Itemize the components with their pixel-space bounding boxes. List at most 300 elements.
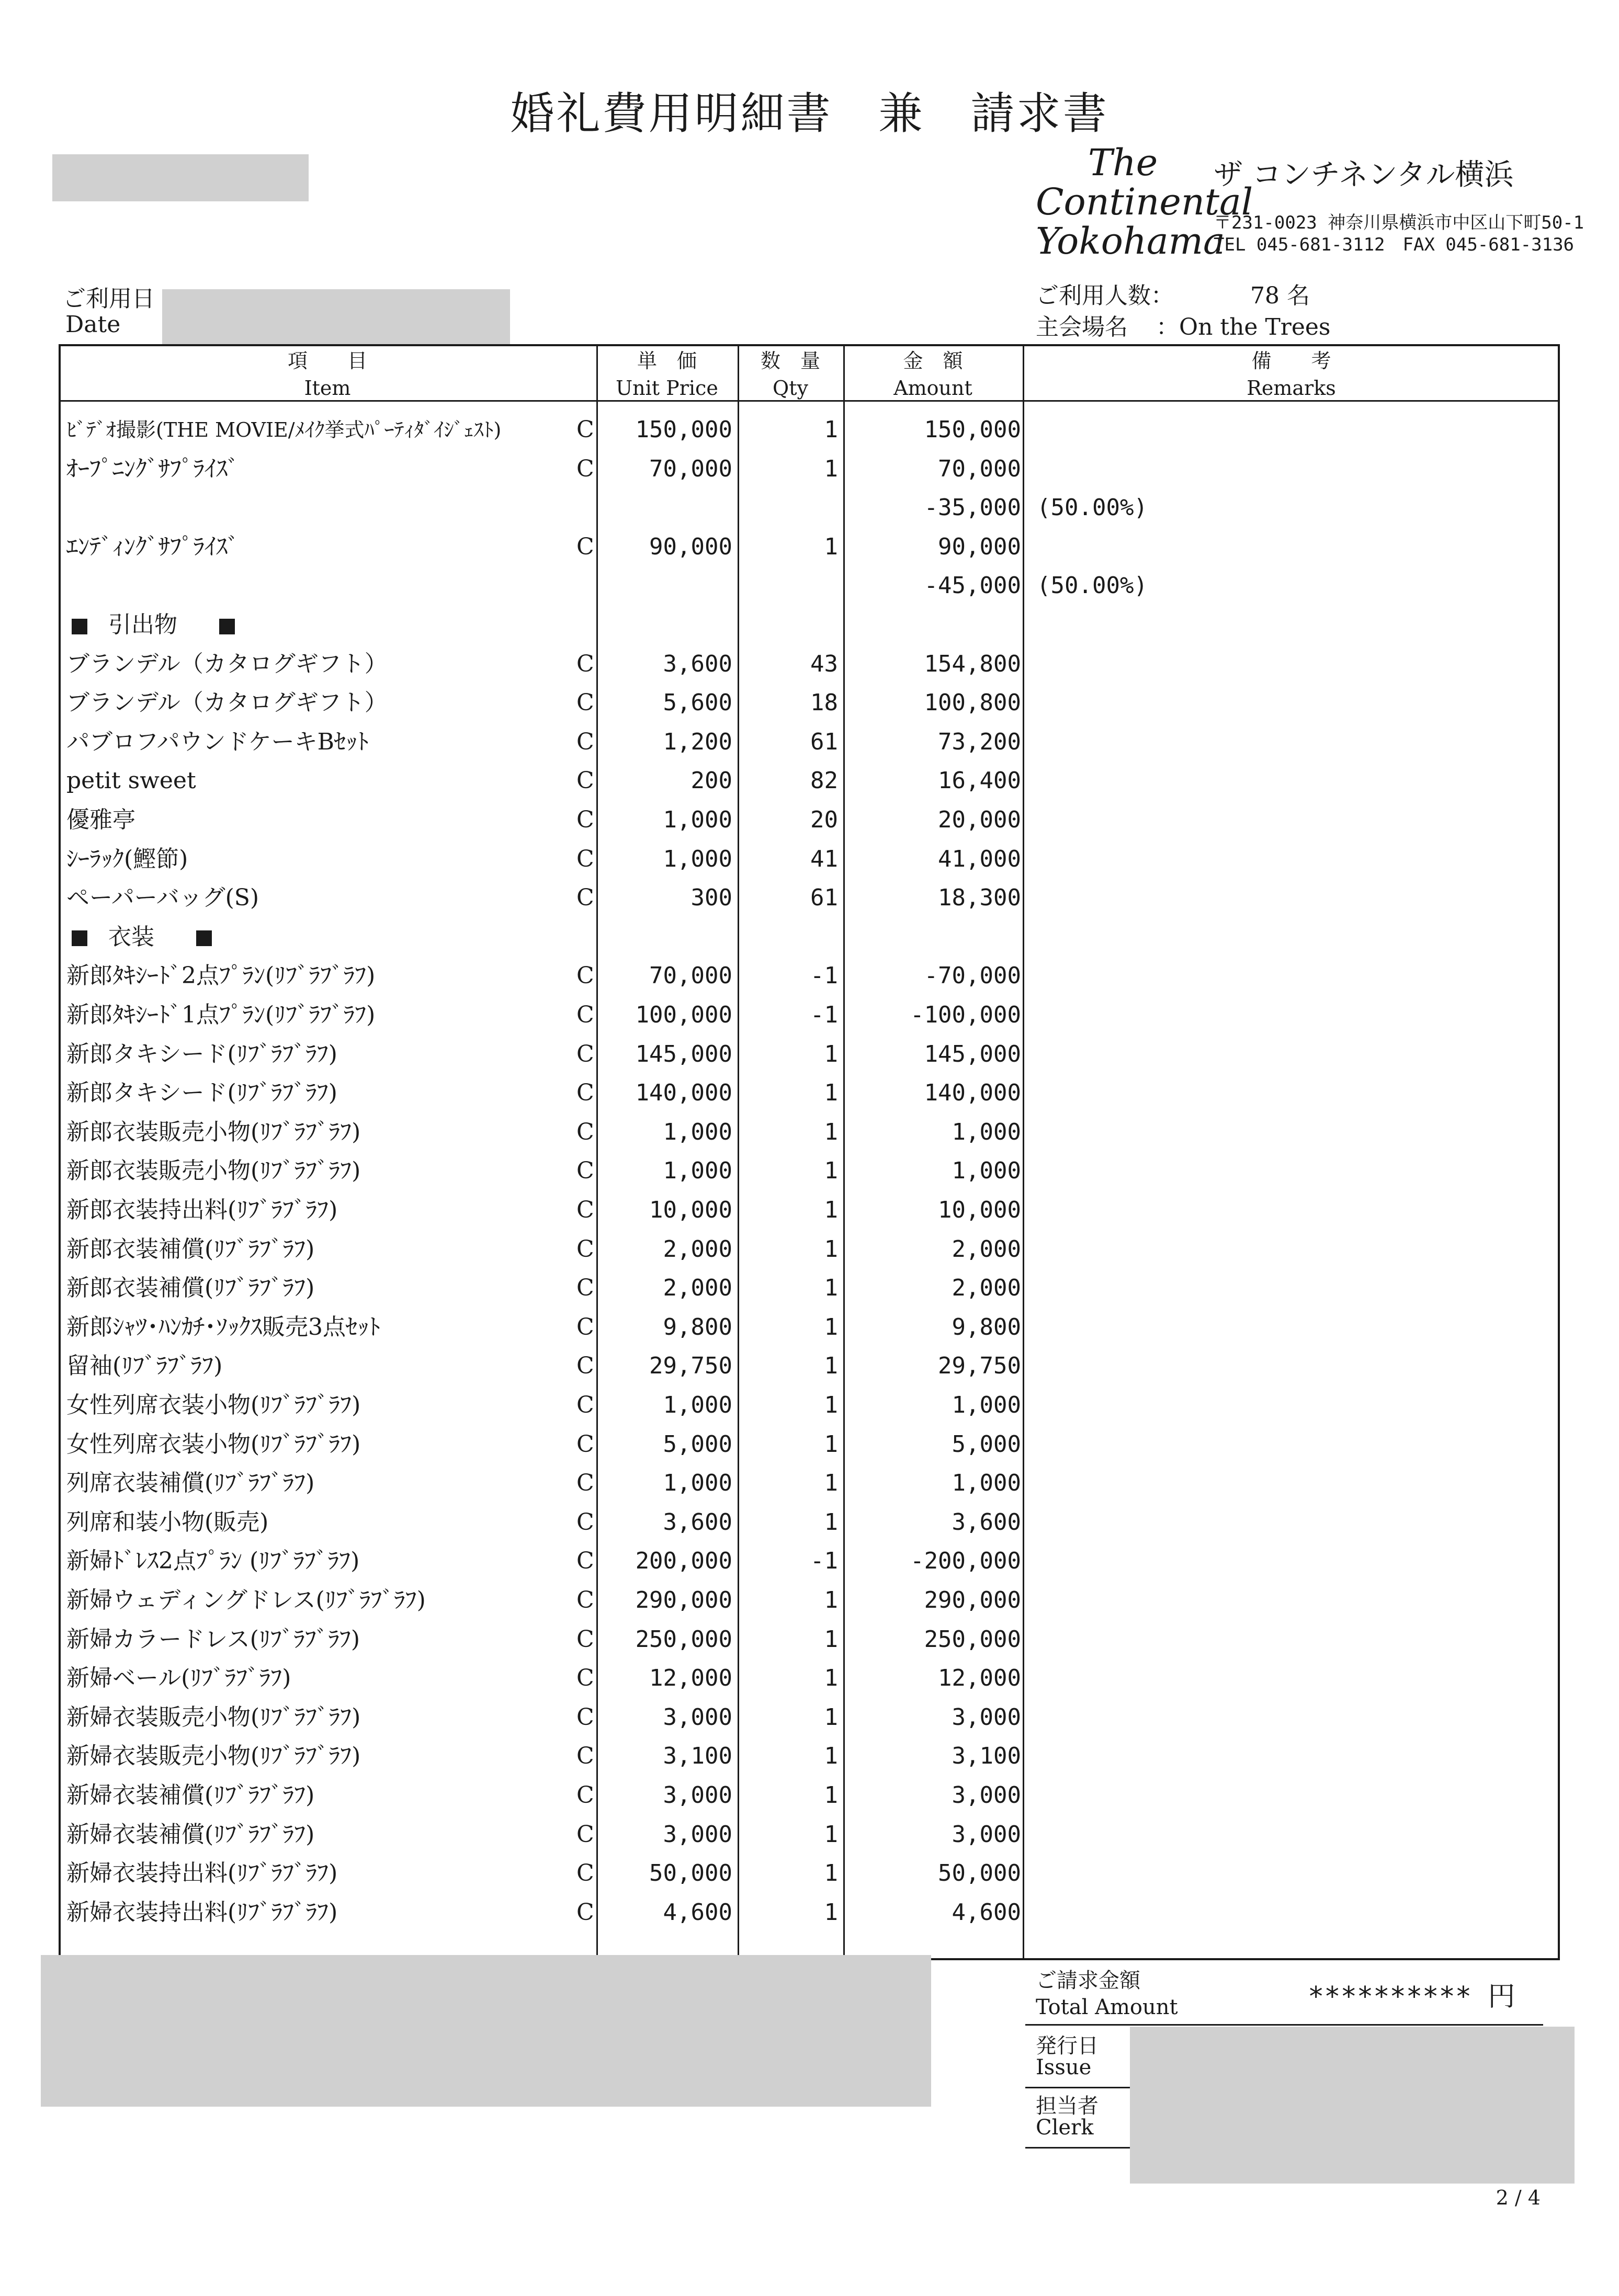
clerk-underline	[1025, 2147, 1130, 2149]
header-item-ja: 項 目	[287, 349, 367, 372]
item-cell: 新婦ﾄﾞﾚｽ2点ﾌﾟﾗﾝ (ﾘﾌﾞﾗﾌﾞﾗﾌ)	[66, 1548, 360, 1575]
unit-price-cell: 70,000	[649, 962, 732, 990]
qty-cell: 1	[824, 1352, 838, 1380]
class-cell: C	[576, 884, 594, 912]
class-cell: C	[576, 533, 594, 560]
remarks-cell	[1037, 723, 1298, 761]
qty-cell: 1	[824, 1860, 838, 1887]
qty-cell: 1	[824, 1821, 838, 1848]
amount-cell: 1,000	[952, 1470, 1021, 1497]
qty-cell: 1	[824, 1703, 838, 1731]
qty-cell: 1	[824, 416, 838, 443]
class-cell: C	[576, 455, 594, 482]
item-cell	[66, 566, 590, 605]
section-title: 衣装	[108, 923, 154, 950]
unit-price-cell: 1,200	[663, 728, 732, 755]
class-cell: C	[576, 1002, 594, 1028]
qty-cell: -1	[810, 1002, 838, 1028]
remarks-cell	[1037, 528, 1298, 566]
class-cell: C	[576, 1860, 594, 1887]
clerk-label-ja: 担当者	[1036, 2094, 1099, 2118]
amount-cell: -70,000	[924, 962, 1021, 990]
amount-cell: 100,800	[924, 689, 1021, 717]
item-cell: 女性列席衣装小物(ﾘﾌﾞﾗﾌﾞﾗﾌ)	[66, 1430, 361, 1458]
header-amount	[843, 347, 1023, 402]
meta-right	[1036, 280, 1507, 348]
unit-price-cell: 145,000	[635, 1040, 732, 1067]
item-cell: ペーパーバッグ(S)	[66, 884, 259, 912]
table-row	[59, 723, 1560, 761]
unit-price-cell: 1,000	[663, 1392, 732, 1418]
remarks-cell	[1037, 1698, 1298, 1737]
qty-cell: 1	[824, 1587, 838, 1613]
qty-cell: 82	[810, 767, 838, 794]
table-row	[59, 1035, 1560, 1074]
table-row	[59, 761, 1560, 800]
remarks-cell	[1037, 957, 1298, 995]
amount-cell: -100,000	[910, 1002, 1021, 1028]
table-row	[59, 1503, 1560, 1542]
table-row	[59, 1152, 1560, 1190]
table-row	[59, 1581, 1560, 1620]
qty-cell: 1	[824, 1782, 838, 1809]
class-cell: C	[576, 1508, 594, 1536]
unit-price-cell: 150,000	[635, 416, 732, 443]
unit-price-cell: 3,600	[663, 650, 732, 677]
remarks-cell	[1037, 1542, 1298, 1581]
amount-cell: 140,000	[924, 1079, 1021, 1107]
company-phone-fax: TEL 045-681-3112 FAX 045-681-3136	[1214, 234, 1575, 255]
clerk-label-en: Clerk	[1036, 2116, 1094, 2140]
amount-cell: 3,100	[952, 1743, 1021, 1770]
remarks-cell	[1037, 879, 1298, 917]
page-number: 2 / 4	[1496, 2186, 1541, 2209]
item-cell: ｵｰﾌﾟﾆﾝｸﾞｻﾌﾟﾗｲｽﾞ	[66, 455, 239, 482]
redacted-issue-clerk	[1130, 2027, 1575, 2184]
unit-price-cell: 9,800	[663, 1313, 732, 1340]
table-row	[59, 1737, 1560, 1776]
item-cell: 新郎ﾀｷｼｰﾄﾞ2点ﾌﾟﾗﾝ(ﾘﾌﾞﾗﾌﾞﾗﾌ)	[66, 962, 376, 990]
item-cell: 列席衣装補償(ﾘﾌﾞﾗﾌﾞﾗﾌ)	[66, 1470, 315, 1497]
issue-underline	[1025, 2087, 1130, 2088]
item-cell: 新婦ベール(ﾘﾌﾞﾗﾌﾞﾗﾌ)	[66, 1665, 291, 1692]
class-cell: C	[576, 1626, 594, 1653]
section-square-icon	[196, 930, 212, 946]
table-row	[59, 1269, 1560, 1308]
unit-price-cell: 5,000	[663, 1430, 732, 1458]
class-cell: C	[576, 1352, 594, 1380]
company-address: 〒231-0023 神奈川県横浜市中区山下町50-1	[1214, 212, 1584, 233]
remarks-cell	[1037, 1152, 1298, 1190]
unit-price-cell: 3,100	[663, 1743, 732, 1770]
remarks-cell	[1037, 1464, 1298, 1503]
qty-cell: 1	[824, 1470, 838, 1497]
remarks-cell	[1037, 1776, 1298, 1815]
item-cell: 新郎衣装販売小物(ﾘﾌﾞﾗﾌﾞﾗﾌ)	[66, 1118, 361, 1145]
header-unit-price	[596, 347, 738, 402]
header-amount-ja: 金 額	[903, 349, 963, 372]
item-cell: 新婦衣装販売小物(ﾘﾌﾞﾗﾌﾞﾗﾌ)	[66, 1703, 361, 1731]
qty-cell: 1	[824, 533, 838, 560]
qty-cell: 41	[810, 845, 838, 872]
qty-cell: 1	[824, 1899, 838, 1926]
class-cell: C	[576, 416, 594, 443]
remarks-cell	[1037, 1893, 1298, 1932]
section-title: 引出物	[108, 611, 177, 638]
table-row	[59, 1854, 1560, 1893]
remarks-cell	[1037, 1074, 1298, 1112]
date-label-ja: ご利用日	[63, 286, 155, 312]
unit-price-cell: 29,750	[649, 1352, 732, 1380]
table-row	[59, 1113, 1560, 1152]
logo-the: The	[1088, 141, 1158, 184]
amount-cell: 18,300	[938, 884, 1021, 912]
amount-cell: 50,000	[938, 1860, 1021, 1887]
amount-cell: 154,800	[924, 650, 1021, 677]
issue-label-ja: 発行日	[1036, 2034, 1099, 2058]
total-underline	[1025, 2024, 1543, 2026]
unit-price-cell: 1,000	[663, 1470, 732, 1497]
qty-cell: 61	[810, 884, 838, 912]
qty-cell: 1	[824, 1743, 838, 1770]
remarks-cell	[1037, 1581, 1298, 1620]
qty-cell: 1	[824, 1157, 838, 1185]
qty-cell: 1	[824, 1626, 838, 1653]
amount-cell: 9,800	[952, 1313, 1021, 1340]
section-header	[72, 918, 595, 957]
qty-cell: 18	[810, 689, 838, 717]
item-cell: 新婦衣装補償(ﾘﾌﾞﾗﾌﾞﾗﾌ)	[66, 1821, 315, 1848]
class-cell: C	[576, 1665, 594, 1692]
amount-cell: 3,000	[952, 1703, 1021, 1731]
item-cell	[66, 488, 590, 527]
header-item-en: Item	[304, 377, 351, 400]
amount-cell: 41,000	[938, 845, 1021, 872]
item-cell: ｼｰﾗｯｸ(鰹節)	[66, 845, 188, 872]
unit-price-cell: 1,000	[663, 845, 732, 872]
unit-price-cell: 70,000	[649, 455, 732, 482]
qty-cell: 1	[824, 1430, 838, 1458]
qty-cell: -1	[810, 1548, 838, 1575]
class-cell: C	[576, 1548, 594, 1575]
table-row	[59, 566, 1560, 605]
unit-price-cell: 4,600	[663, 1899, 732, 1926]
item-cell: 留袖(ﾘﾌﾞﾗﾌﾞﾗﾌ)	[66, 1352, 223, 1380]
unit-price-cell: 200	[690, 767, 732, 794]
unit-price-cell: 140,000	[635, 1079, 732, 1107]
logo-continental: Continental	[1036, 180, 1253, 223]
qty-cell: 1	[824, 1197, 838, 1223]
class-cell: C	[576, 1470, 594, 1497]
item-cell: ブランデル（カタログギフト）	[66, 689, 388, 717]
company-name: ザ コンチネンタル横浜	[1214, 158, 1514, 192]
guests-label: ご利用人数：	[1036, 282, 1174, 309]
remarks-cell	[1037, 1659, 1298, 1698]
item-cell: 女性列席衣装小物(ﾘﾌﾞﾗﾌﾞﾗﾌ)	[66, 1392, 361, 1418]
item-cell: 新郎衣装持出料(ﾘﾌﾞﾗﾌﾞﾗﾌ)	[66, 1197, 338, 1223]
unit-price-cell: 2,000	[663, 1235, 732, 1263]
item-cell: 新婦衣装補償(ﾘﾌﾞﾗﾌﾞﾗﾌ)	[66, 1782, 315, 1809]
remarks-cell: (50.00%)	[1037, 494, 1148, 521]
table-row	[59, 996, 1560, 1035]
amount-cell: 250,000	[924, 1626, 1021, 1653]
remarks-cell	[1037, 1191, 1298, 1230]
header-remarks	[1023, 347, 1560, 402]
header-remarks-en: Remarks	[1247, 377, 1336, 400]
class-cell: C	[576, 1157, 594, 1185]
date-label-en: Date	[65, 311, 121, 338]
remarks-cell	[1037, 684, 1298, 722]
issue-label-en: Issue	[1036, 2055, 1092, 2079]
remarks-cell	[1037, 840, 1298, 879]
amount-cell: 290,000	[924, 1587, 1021, 1613]
table-row	[59, 1776, 1560, 1815]
table-row	[59, 1659, 1560, 1698]
unit-price-cell: 1,000	[663, 1157, 732, 1185]
item-cell: 列席和装小物(販売)	[66, 1508, 269, 1536]
table-row	[59, 1191, 1560, 1230]
class-cell: C	[576, 1782, 594, 1809]
unit-price-cell: 2,000	[663, 1275, 732, 1302]
item-cell: 新婦衣装販売小物(ﾘﾌﾞﾗﾌﾞﾗﾌ)	[66, 1743, 361, 1770]
table-row	[59, 645, 1560, 684]
table-row	[59, 528, 1560, 566]
amount-cell: -45,000	[924, 572, 1021, 599]
item-cell: 新郎ｼｬﾂ･ﾊﾝｶﾁ･ｿｯｸｽ販売3点ｾｯﾄ	[66, 1313, 380, 1340]
amount-cell: 16,400	[938, 767, 1021, 794]
unit-price-cell: 10,000	[649, 1197, 732, 1223]
qty-cell: 1	[824, 1235, 838, 1263]
class-cell: C	[576, 1743, 594, 1770]
section-row	[59, 918, 1560, 957]
header-qty-en: Qty	[773, 377, 808, 400]
remarks-cell	[1037, 1113, 1298, 1152]
class-cell: C	[576, 1040, 594, 1067]
amount-cell: 90,000	[938, 533, 1021, 560]
table-row	[59, 1893, 1560, 1932]
class-cell: C	[576, 1430, 594, 1458]
header-item	[59, 347, 596, 402]
table-row	[59, 684, 1560, 722]
class-cell: C	[576, 806, 594, 833]
table-row	[59, 1308, 1560, 1347]
qty-cell: 1	[824, 1040, 838, 1067]
qty-cell: -1	[810, 962, 838, 990]
total-label-en: Total Amount	[1036, 1995, 1178, 2019]
item-cell: ｴﾝﾃﾞｨﾝｸﾞｻﾌﾟﾗｲｽﾞ	[66, 533, 239, 560]
class-cell: C	[576, 728, 594, 755]
remarks-cell	[1037, 1347, 1298, 1385]
amount-cell: 3,600	[952, 1508, 1021, 1536]
amount-cell: 70,000	[938, 455, 1021, 482]
qty-cell: 1	[824, 1079, 838, 1107]
redacted-date	[162, 289, 510, 345]
amount-cell: 12,000	[938, 1665, 1021, 1692]
item-cell: petit sweet	[66, 767, 196, 794]
class-cell: C	[576, 1235, 594, 1263]
qty-cell: 1	[824, 1665, 838, 1692]
amount-cell: 1,000	[952, 1118, 1021, 1145]
unit-price-cell: 50,000	[649, 1860, 732, 1887]
header-price-en: Unit Price	[616, 377, 718, 400]
table-row	[59, 1425, 1560, 1464]
class-cell: C	[576, 1821, 594, 1848]
table-row	[59, 488, 1560, 527]
class-cell: C	[576, 1392, 594, 1418]
class-cell: C	[576, 1197, 594, 1223]
amount-cell: 73,200	[938, 728, 1021, 755]
item-cell: ブランデル（カタログギフト）	[66, 650, 388, 677]
amount-cell: 5,000	[952, 1430, 1021, 1458]
remarks-cell	[1037, 1854, 1298, 1893]
header-qty	[738, 347, 843, 402]
table-row	[59, 957, 1560, 995]
item-cell: 新婦衣装持出料(ﾘﾌﾞﾗﾌﾞﾗﾌ)	[66, 1860, 338, 1887]
remarks-cell	[1037, 1737, 1298, 1776]
class-cell: C	[576, 1275, 594, 1302]
class-cell: C	[576, 689, 594, 717]
section-header	[72, 606, 595, 644]
unit-price-cell: 3,000	[663, 1782, 732, 1809]
item-cell: 優雅亭	[66, 806, 135, 833]
amount-cell: 4,600	[952, 1899, 1021, 1926]
amount-cell: 1,000	[952, 1157, 1021, 1185]
table-row	[59, 1815, 1560, 1854]
unit-price-cell: 300	[690, 884, 732, 912]
amount-cell: -35,000	[924, 494, 1021, 521]
amount-cell: 20,000	[938, 806, 1021, 833]
amount-cell: 150,000	[924, 416, 1021, 443]
item-cell: 新郎タキシード(ﾘﾌﾞﾗﾌﾞﾗﾌ)	[66, 1079, 337, 1107]
remarks-cell	[1037, 450, 1298, 488]
amount-cell: -200,000	[910, 1548, 1021, 1575]
unit-price-cell: 12,000	[649, 1665, 732, 1692]
remarks-cell	[1037, 645, 1298, 684]
item-cell: 新郎タキシード(ﾘﾌﾞﾗﾌﾞﾗﾌ)	[66, 1040, 337, 1067]
remarks-cell	[1037, 1503, 1298, 1542]
item-cell: 新郎衣装補償(ﾘﾌﾞﾗﾌﾞﾗﾌ)	[66, 1235, 315, 1263]
remarks-cell	[1037, 1230, 1298, 1269]
table-row	[59, 1542, 1560, 1581]
class-cell: C	[576, 1899, 594, 1926]
unit-price-cell: 200,000	[635, 1548, 732, 1575]
remarks-cell	[1037, 1815, 1298, 1854]
remarks-cell: (50.00%)	[1037, 572, 1148, 599]
table-row	[59, 1386, 1560, 1425]
remarks-cell	[1037, 801, 1298, 839]
unit-price-cell: 1,000	[663, 806, 732, 833]
section-square-icon	[219, 619, 235, 634]
amount-cell: 145,000	[924, 1040, 1021, 1067]
amount-cell: 3,000	[952, 1821, 1021, 1848]
unit-price-cell: 100,000	[635, 1002, 732, 1028]
amount-cell: 1,000	[952, 1392, 1021, 1418]
table-row	[59, 1698, 1560, 1737]
table-row	[59, 1230, 1560, 1269]
remarks-cell	[1037, 411, 1298, 449]
qty-cell: 61	[810, 728, 838, 755]
amount-cell: 29,750	[938, 1352, 1021, 1380]
qty-cell: 1	[824, 1275, 838, 1302]
qty-cell: 1	[824, 1313, 838, 1340]
amount-cell: 3,000	[952, 1782, 1021, 1809]
qty-cell: 1	[824, 1392, 838, 1418]
document-title: 婚礼費用明細書 兼 請求書	[510, 88, 1109, 139]
table-row	[59, 1074, 1560, 1112]
remarks-cell	[1037, 761, 1298, 800]
unit-price-cell: 3,000	[663, 1703, 732, 1731]
table-row	[59, 840, 1560, 879]
remarks-cell	[1037, 1308, 1298, 1347]
venue-value: ：On the Trees	[1156, 314, 1331, 340]
unit-price-cell: 3,000	[663, 1821, 732, 1848]
total-value: ********** 円	[1308, 1981, 1515, 2013]
item-cell: 新婦カラードレス(ﾘﾌﾞﾗﾌﾞﾗﾌ)	[66, 1626, 360, 1653]
class-cell: C	[576, 845, 594, 872]
remarks-cell	[1037, 1425, 1298, 1464]
company-address-block	[1214, 212, 1584, 256]
class-cell: C	[576, 1703, 594, 1731]
class-cell: C	[576, 1313, 594, 1340]
class-cell: C	[576, 1587, 594, 1613]
remarks-cell	[1037, 996, 1298, 1035]
table-row	[59, 801, 1560, 839]
header-remarks-ja: 備 考	[1251, 349, 1331, 372]
amount-cell: 2,000	[952, 1235, 1021, 1263]
qty-cell: 20	[810, 806, 838, 833]
unit-price-cell: 90,000	[649, 533, 732, 560]
section-square-icon	[72, 619, 87, 634]
qty-cell: 1	[824, 455, 838, 482]
amount-cell: 10,000	[938, 1197, 1021, 1223]
table-row	[59, 450, 1560, 488]
table-row	[59, 1464, 1560, 1503]
unit-price-cell: 3,600	[663, 1508, 732, 1536]
unit-price-cell: 250,000	[635, 1626, 732, 1653]
unit-price-cell: 5,600	[663, 689, 732, 717]
venue-label: 主会場名	[1036, 314, 1128, 340]
qty-cell: 1	[824, 1118, 838, 1145]
item-cell: 新郎衣装販売小物(ﾘﾌﾞﾗﾌﾞﾗﾌ)	[66, 1157, 361, 1185]
table-row	[59, 411, 1560, 449]
header-qty-ja: 数 量	[760, 349, 820, 372]
item-cell: 新郎衣装補償(ﾘﾌﾞﾗﾌﾞﾗﾌ)	[66, 1275, 315, 1302]
remarks-cell	[1037, 1386, 1298, 1425]
header-price-ja: 単 価	[637, 349, 697, 372]
class-cell: C	[576, 1079, 594, 1107]
item-cell: 新婦ウェディングドレス(ﾘﾌﾞﾗﾌﾞﾗﾌ)	[66, 1587, 426, 1613]
item-cell: 新郎ﾀｷｼｰﾄﾞ1点ﾌﾟﾗﾝ(ﾘﾌﾞﾗﾌﾞﾗﾌ)	[66, 1002, 376, 1028]
amount-cell: 2,000	[952, 1275, 1021, 1302]
section-row	[59, 606, 1560, 644]
guests-value: 78 名	[1250, 282, 1310, 309]
item-cell: 新婦衣装持出料(ﾘﾌﾞﾗﾌﾞﾗﾌ)	[66, 1899, 338, 1926]
item-cell: ﾋﾞﾃﾞｵ撮影(THE MOVIE/ﾒｲｸ挙式ﾊﾟｰﾃｨﾀﾞｲｼﾞｪｽﾄ)	[66, 418, 502, 441]
qty-cell: 1	[824, 1508, 838, 1536]
total-label-ja: ご請求金額	[1036, 1969, 1140, 1993]
table-row	[59, 1620, 1560, 1659]
qty-cell: 43	[810, 650, 838, 677]
unit-price-cell: 290,000	[635, 1587, 732, 1613]
header-amount-en: Amount	[893, 377, 972, 400]
class-cell: C	[576, 767, 594, 794]
unit-price-cell: 1,000	[663, 1118, 732, 1145]
table-row	[59, 1347, 1560, 1385]
redacted-customer-name	[52, 154, 309, 201]
section-square-icon	[72, 930, 87, 946]
class-cell: C	[576, 650, 594, 677]
logo-yokohama: Yokohama	[1036, 220, 1225, 263]
